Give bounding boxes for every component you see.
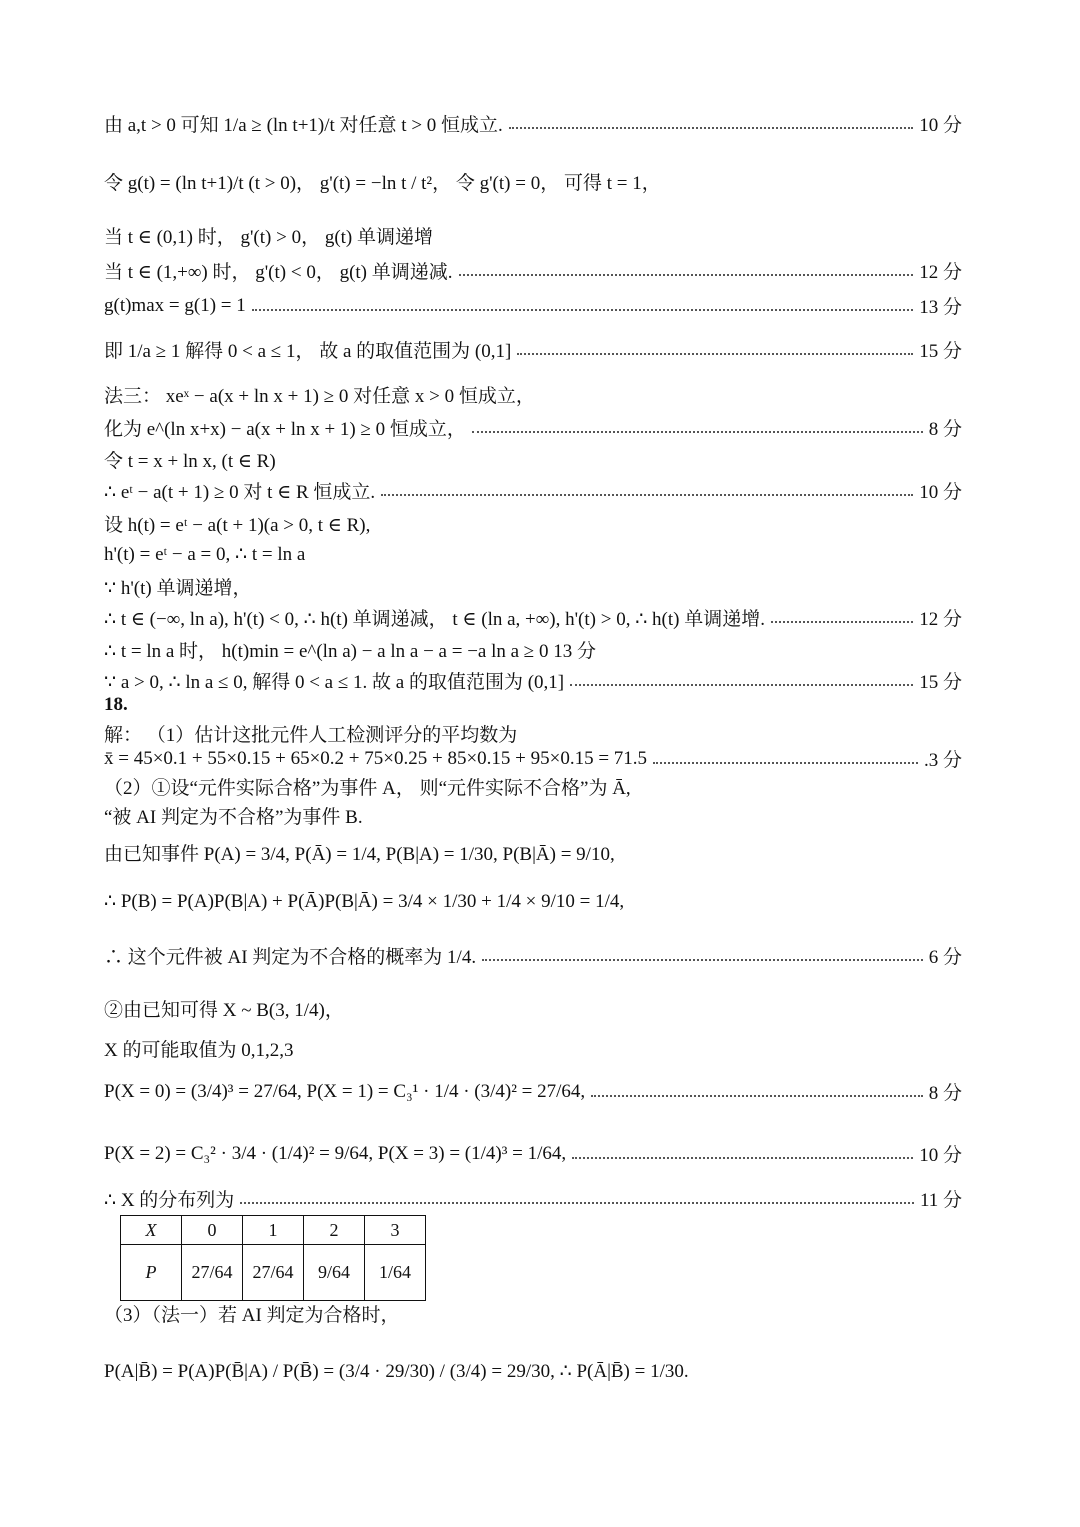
line-text: （3）（法一）若 AI 判定为合格时， <box>104 1305 400 1326</box>
score-label: .3 分 <box>923 750 962 771</box>
table-cell: P <box>121 1245 182 1301</box>
line-text: P(X = 0) = (3/4)³ = 27/64, P(X = 1) = C₃¹ · 1/4 · (3/4)² = 27/64, <box>104 1080 586 1102</box>
line-text: 解： （1）估计这批元件人工检测评分的平均数为 <box>104 725 518 746</box>
solution-line <box>104 543 962 566</box>
score-label: 15 分 <box>919 672 962 693</box>
line-text: ∴ P(B) = P(A)P(B|A) + P(Ā)P(B|Ā) = 3/4 × 1/30 + 1/4 × 9/10 = 1/4, <box>104 891 625 912</box>
solution-line <box>104 694 962 716</box>
solution-line <box>104 720 962 747</box>
dot-leader <box>509 127 913 129</box>
line-text: P(X = 2) = C₃² · 3/4 · (1/4)² = 9/64, P(X = 3) = (1/4)³ = 1/64, <box>104 1142 567 1164</box>
solution-line <box>104 573 962 600</box>
line-text: ②由已知可得 X ~ B(3, 1/4)， <box>104 1000 344 1021</box>
table-cell: 2 <box>304 1216 365 1245</box>
solution-line <box>104 510 962 537</box>
dot-leader <box>771 621 913 623</box>
solution-line <box>104 257 962 284</box>
solution-line <box>104 336 962 363</box>
dot-leader <box>517 353 913 355</box>
solution-line <box>104 1360 962 1383</box>
line-text: ∵ h'(t) 单调递增， <box>104 578 252 599</box>
dot-leader <box>252 309 914 311</box>
solution-line <box>104 1140 962 1167</box>
line-text: ∴ t ∈ (−∞, ln a), h'(t) < 0, ∴ h(t) 单调递减， t ∈ (ln a, +∞), h'(t) > 0, ∴ h(t) 单调递增. <box>104 609 765 630</box>
line-text: 法三： xeˣ − a(x + ln x + 1) ≥ 0 对任意 x > 0 恒成立， <box>104 386 535 407</box>
solution-line <box>104 1078 962 1105</box>
score-label: 10 分 <box>919 482 962 503</box>
solution-line <box>104 168 962 195</box>
table-cell: 27/64 <box>243 1245 304 1301</box>
line-text: 令 g(t) = (ln t+1)/t (t > 0)， g'(t) = −ln t / t²， 令 g'(t) = 0， 可得 t = 1， <box>104 173 661 194</box>
table-cell: 9/64 <box>304 1245 365 1301</box>
dot-leader <box>472 431 923 433</box>
score-label: 12 分 <box>919 262 962 283</box>
score-label: 8 分 <box>928 1083 962 1104</box>
solution-line <box>104 1300 962 1327</box>
solution-line <box>104 414 962 441</box>
dot-leader <box>482 959 923 961</box>
solution-line <box>104 604 962 631</box>
line-text: ∴ eᵗ − a(t + 1) ≥ 0 对 t ∈ R 恒成立. <box>104 482 376 503</box>
table-row <box>121 1216 426 1245</box>
solution-line <box>104 1035 962 1062</box>
score-label: 10 分 <box>919 1145 962 1166</box>
line-text: 由 a,t > 0 可知 1/a ≥ (ln t+1)/t 对任意 t > 0 恒成立. <box>104 115 503 136</box>
line-text: ∴ 这个元件被 AI 判定为不合格的概率为 1/4. <box>104 947 477 968</box>
dot-leader <box>570 684 913 686</box>
solution-line <box>104 110 962 137</box>
table-row <box>121 1245 426 1301</box>
table-cell: 1 <box>243 1216 304 1245</box>
score-label: 8 分 <box>928 419 962 440</box>
line-text: 即 1/a ≥ 1 解得 0 < a ≤ 1， 故 a 的取值范围为 (0,1] <box>104 341 512 362</box>
solution-line <box>104 222 962 249</box>
solution-line <box>104 839 962 866</box>
line-text: 设 h(t) = eᵗ − a(t + 1)(a > 0, t ∈ R), <box>104 515 371 536</box>
table-cell: X <box>121 1216 182 1245</box>
solution-line <box>104 477 962 504</box>
line-text: ∴ X 的分布列为 <box>104 1190 235 1211</box>
solution-line <box>104 773 962 800</box>
solution-line <box>104 446 962 473</box>
line-text: 当 t ∈ (1,+∞) 时， g'(t) < 0， g(t) 单调递减. <box>104 262 453 283</box>
table-cell: 1/64 <box>365 1245 426 1301</box>
line-text: “被 AI 判定为不合格”为事件 B. <box>104 807 363 828</box>
score-label: 11 分 <box>919 1190 962 1211</box>
line-text: X 的可能取值为 0,1,2,3 <box>104 1040 294 1061</box>
score-label: 13 分 <box>919 297 962 318</box>
line-text: （2）①设“元件实际合格”为事件 A， 则“元件实际不合格”为 Ā, <box>104 778 631 799</box>
line-text: 当 t ∈ (0,1) 时， g'(t) > 0， g(t) 单调递增 <box>104 227 434 248</box>
score-label: 12 分 <box>919 609 962 630</box>
score-label: 15 分 <box>919 341 962 362</box>
dot-leader <box>591 1095 923 1097</box>
line-text: ∴ t = ln a 时， h(t)min = e^(ln a) − a ln a − a = −a ln a ≥ 0 13 分 <box>104 641 596 662</box>
table-cell: 3 <box>365 1216 426 1245</box>
score-label: 10 分 <box>919 115 962 136</box>
distribution-table <box>120 1215 426 1301</box>
solution-line <box>104 745 962 772</box>
line-text: x̄ = 45×0.1 + 55×0.15 + 65×0.2 + 75×0.25 + 85×0.15 + 95×0.15 = 71.5 <box>104 747 648 769</box>
solution-line <box>104 995 962 1022</box>
line-text: P(A|B̄) = P(A)P(B̄|A) / P(B̄) = (3/4 · 29/30) / (3/4) = 29/30, ∴ P(Ā|B̄) = 1/30. <box>104 1361 689 1382</box>
solution-line <box>104 802 962 829</box>
dot-leader <box>572 1157 913 1159</box>
solution-line <box>104 667 962 694</box>
solution-line <box>104 1185 962 1212</box>
line-text: 18. <box>104 694 128 715</box>
score-label: 6 分 <box>928 947 962 968</box>
line-text: 令 t = x + ln x, (t ∈ R) <box>104 451 276 472</box>
solution-line <box>104 890 962 913</box>
table-cell: 0 <box>182 1216 243 1245</box>
dot-leader <box>381 494 913 496</box>
line-text: 化为 e^(ln x+x) − a(x + ln x + 1) ≥ 0 恒成立， <box>104 419 466 440</box>
solution-line <box>104 381 962 408</box>
dot-leader <box>459 274 914 276</box>
solution-line <box>104 292 962 319</box>
solution-line <box>104 636 962 663</box>
dot-leader <box>653 762 918 764</box>
line-text: 由已知事件 P(A) = 3/4, P(Ā) = 1/4, P(B|A) = 1/30, P(B|Ā) = 9/10, <box>104 844 615 865</box>
line-text: ∵ a > 0, ∴ ln a ≤ 0, 解得 0 < a ≤ 1. 故 a 的取值范围为 (0,1] <box>104 672 565 693</box>
line-text: g(t)max = g(1) = 1 <box>104 294 246 316</box>
table-cell: 27/64 <box>182 1245 243 1301</box>
line-text: h'(t) = eᵗ − a = 0, ∴ t = ln a <box>104 544 306 565</box>
dot-leader <box>240 1202 914 1204</box>
solution-line <box>104 942 962 969</box>
